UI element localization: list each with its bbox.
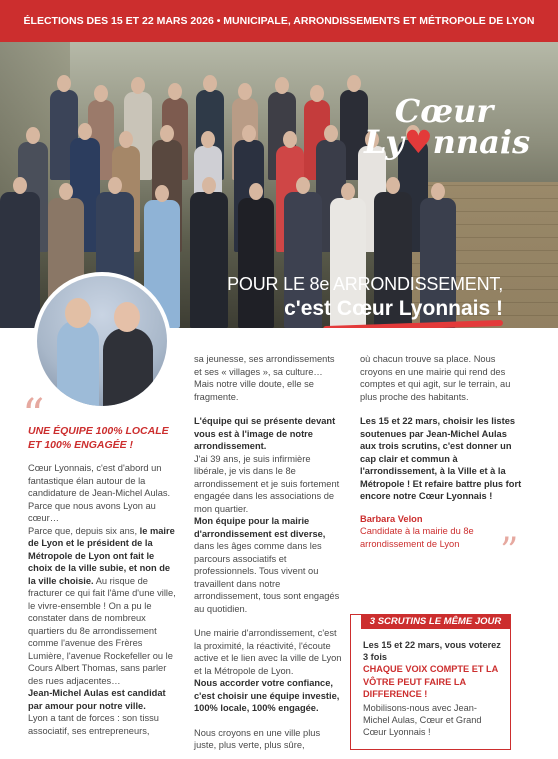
diversity-rest: dans les âges comme dans les parcours associatifs et professionnels. Tous vivent ou travaillent dans notre arrondissement, tous sont engagés au quotidien. <box>194 541 340 614</box>
voting-box-body <box>363 639 503 739</box>
team-image-heading-bold: L'équipe qui se présente devant vous est à l'image de notre arrondissement. <box>194 416 336 451</box>
intro-paragraph: Cœur Lyonnais, c'est d'abord un fantastique élan autour de la candidature de Jean-Michel Aulas. Parce que nous avons Lyon au cœur… <box>28 463 171 523</box>
voting-box-title: 3 SCRUTINS LE MÊME JOUR <box>361 614 510 629</box>
column-2 <box>194 353 344 752</box>
team-image-heading <box>194 415 344 453</box>
call-to-action <box>360 415 525 503</box>
heart-icon: ♥ <box>403 123 433 161</box>
candidate-woman <box>57 320 99 406</box>
voting-dates: Les 15 et 22 mars, vous voterez 3 fois <box>363 640 501 663</box>
coeur-lyonnais-logo <box>364 92 531 161</box>
quote-close-icon: ” <box>500 531 519 572</box>
call-to-action-bold: Les 15 et 22 mars, choisir les listes soutenues par Jean-Michel Aulas aux trois scrutins, c'est donner un cap clair et commun à l'arrondissement, à la Ville et à la Métropole ! Et refaire battre plus fort encore notre Cœur Lyonnais ! <box>360 416 522 501</box>
signature-name: Barbara Velon <box>360 513 423 524</box>
diversity-paragraph <box>194 515 344 615</box>
election-banner: ÉLECTIONS DES 15 ET 22 MARS 2026 • MUNICIPALE, ARRONDISSEMENTS ET MÉTROPOLE DE LYON <box>0 0 558 42</box>
candidate-man <box>103 328 153 408</box>
candidate-statement <box>28 687 178 712</box>
slogan-line-2: c'est Cœur Lyonnais ! <box>284 297 503 320</box>
logo-line-1: Cœur <box>394 92 494 130</box>
voting-emphasis: CHAQUE VOIX COMPTE ET LA VÔTRE PEUT FAIRE LA DIFFERENCE ! <box>363 664 498 699</box>
logo-line-2 <box>364 123 531 161</box>
signature-role: Candidate à la mairie du 8e arrondissement de Lyon <box>360 526 474 549</box>
beliefs-paragraph: Nous croyons en une ville plus juste, plus verte, plus sûre, <box>194 727 321 750</box>
beliefs-continuation: où chacun trouve sa place. Nous croyons en une mairie qui rend des comptes et qui agit, sur le terrain, au plus proche des habitants. <box>360 354 511 402</box>
context-bold: le maire de Lyon et le président de la Métropole de Lyon ont fait le choix de la ville subie, et non de la ville choisie. <box>28 525 175 586</box>
candidates-portrait <box>33 272 171 410</box>
confidence-bold: Nous accorder votre confiance, c'est choisir une équipe investie, 100% locale, 100% engagée. <box>194 678 340 713</box>
voting-mobilise: Mobilisons-nous avec Jean-Michel Aulas, Cœur et Grand Cœur Lyonnais ! <box>363 703 482 738</box>
context-start: Parce que, depuis six ans, <box>28 525 138 536</box>
voting-info-box <box>350 614 511 750</box>
team-member <box>190 192 228 328</box>
slogan-line-1: POUR LE 8e ARRONDISSEMENT, <box>227 274 503 294</box>
logo-line-2-start: Ly <box>364 123 404 161</box>
strengths-paragraph: Lyon a tant de forces : son tissu associatif, ses entrepreneurs, <box>28 713 159 736</box>
confidence-paragraph <box>194 677 344 715</box>
slogan <box>227 274 503 321</box>
column-3 <box>360 353 525 550</box>
proximity-paragraph: Une mairie d'arrondissement, c'est la proximité, la réactivité, l'écoute active et le lien avec la ville de Lyon et la Métropole de Lyon. <box>194 628 342 676</box>
diversity-bold: Mon équipe pour la mairie d'arrondissement est diverse, <box>194 516 326 539</box>
column-1 <box>28 424 178 737</box>
context-paragraph <box>28 525 178 688</box>
candidate-woman-head <box>65 298 91 328</box>
bio-paragraph: J'ai 39 ans, je suis infirmière libérale, je vis dans le 8e arrondissement et je suis fortement engagée dans les associations de mon quartier. <box>194 453 340 514</box>
candidate-man-head <box>114 302 140 332</box>
candidate-statement-bold: Jean-Michel Aulas est candidat par amour pour notre ville. <box>28 688 166 711</box>
continuation-paragraph: sa jeunesse, ses arrondissements et ses « villages », sa culture… Mais notre ville doute, elle se fragmente. <box>194 354 335 402</box>
context-end: Au risque de fracturer ce qui fait l'âme d'une ville, le vivre-ensemble ! On a pu le constater dans de nombreux quartiers du 8e arrondissement comme l'avenue des Frères Lumière, l'avenue Rockefeller ou le Cours Albert Thomas, sans parler des rues adjacentes… <box>28 575 176 686</box>
logo-line-2-end: nnais <box>432 123 531 161</box>
quote-open-icon: “ <box>22 390 45 441</box>
team-member <box>0 192 40 328</box>
team-heading: UNE ÉQUIPE 100% LOCALE ET 100% ENGAGÉE ! <box>28 425 169 451</box>
